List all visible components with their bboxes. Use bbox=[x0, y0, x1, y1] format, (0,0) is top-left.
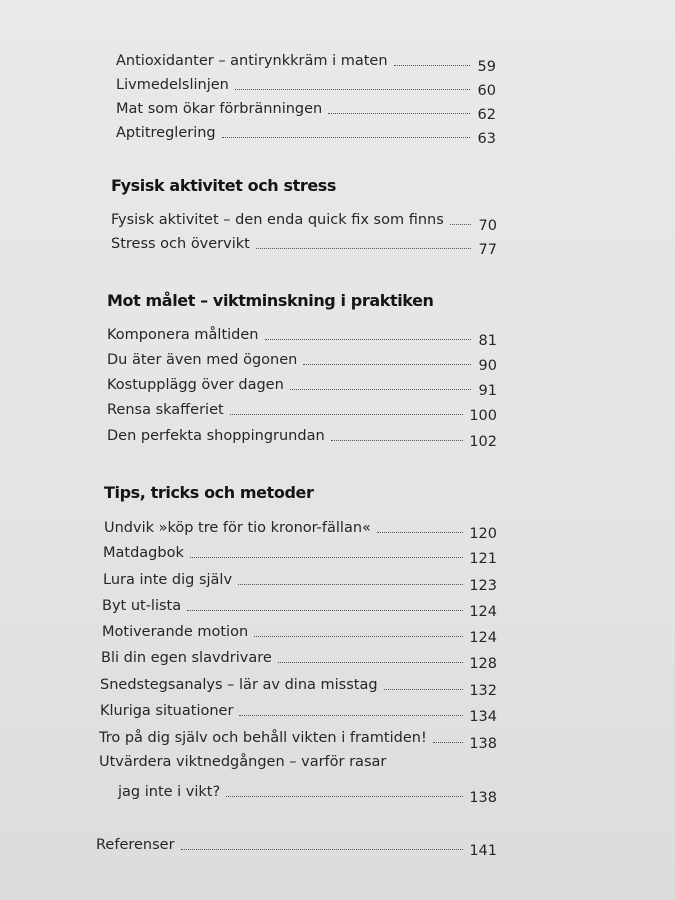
entry-page: 90 bbox=[478, 358, 497, 374]
entry-title: Aptitreglering bbox=[116, 125, 216, 141]
entry-title: Matdagbok bbox=[103, 545, 184, 561]
dot-leader bbox=[181, 849, 464, 850]
entry-title: Motiverande motion bbox=[102, 624, 249, 640]
dot-leader bbox=[278, 662, 464, 663]
toc-entry bbox=[103, 538, 497, 567]
entry-page: 120 bbox=[469, 526, 497, 542]
entry-title: Antioxidanter – antirynkkräm i maten bbox=[116, 53, 388, 69]
toc-entry bbox=[116, 118, 496, 147]
dot-leader bbox=[238, 584, 463, 585]
dot-leader bbox=[394, 65, 470, 66]
toc-entry bbox=[102, 591, 497, 620]
entry-page: 62 bbox=[477, 107, 496, 123]
entry-page: 124 bbox=[469, 630, 497, 646]
entry-page: 121 bbox=[469, 551, 497, 567]
dot-leader bbox=[256, 248, 471, 249]
entry-title: Referenser bbox=[96, 837, 175, 853]
entry-title: Den perfekta shoppingrundan bbox=[107, 428, 325, 444]
toc-entry bbox=[102, 617, 497, 646]
toc-entry bbox=[116, 46, 496, 75]
dot-leader bbox=[190, 557, 463, 558]
toc-entry bbox=[96, 830, 497, 859]
entry-title: Kostupplägg över dagen bbox=[107, 377, 284, 393]
toc-entry bbox=[100, 696, 497, 725]
entry-page: 134 bbox=[469, 709, 497, 725]
entry-title: Snedstegsanalys – lär av dina misstag bbox=[100, 677, 378, 693]
entry-page: 102 bbox=[469, 434, 497, 450]
entry-title: Fysisk aktivitet – den enda quick fix som finns bbox=[111, 212, 444, 228]
entry-page: 60 bbox=[477, 83, 496, 99]
toc-entry bbox=[101, 643, 497, 672]
toc-entry bbox=[111, 205, 497, 234]
toc-entry bbox=[107, 395, 497, 424]
toc-entry bbox=[107, 370, 497, 399]
entry-title: Livmedelslinjen bbox=[116, 77, 229, 93]
entry-page: 141 bbox=[469, 843, 497, 859]
dot-leader bbox=[239, 715, 463, 716]
toc-entry bbox=[107, 345, 497, 374]
toc-entry bbox=[116, 94, 496, 123]
entry-title: Lura inte dig själv bbox=[103, 572, 233, 588]
entry-title: Kluriga situationer bbox=[100, 703, 234, 719]
section-heading: Tips, tricks och metoder bbox=[104, 483, 314, 502]
entry-title: Komponera måltiden bbox=[107, 327, 259, 343]
entry-title: Undvik »köp tre för tio kronor-fällan« bbox=[104, 520, 371, 536]
toc-entry bbox=[103, 565, 497, 594]
dot-leader bbox=[290, 389, 471, 390]
toc-entry bbox=[116, 70, 496, 99]
entry-title: Stress och övervikt bbox=[111, 236, 250, 252]
entry-title: Du äter även med ögonen bbox=[107, 352, 298, 368]
entry-title-continuation: jag inte i vikt? bbox=[118, 784, 221, 800]
entry-page: 123 bbox=[469, 578, 497, 594]
toc-entry bbox=[107, 320, 497, 349]
dot-leader bbox=[226, 796, 463, 797]
entry-page: 100 bbox=[469, 408, 497, 424]
dot-leader bbox=[331, 440, 464, 441]
dot-leader bbox=[235, 89, 470, 90]
toc-entry bbox=[99, 723, 497, 752]
dot-leader bbox=[384, 689, 464, 690]
entry-page: 138 bbox=[469, 736, 497, 752]
dot-leader bbox=[230, 414, 464, 415]
dot-leader bbox=[303, 364, 471, 365]
entry-page: 138 bbox=[469, 790, 497, 806]
dot-leader bbox=[254, 636, 463, 637]
entry-page: 77 bbox=[478, 242, 497, 258]
dot-leader bbox=[222, 137, 470, 138]
section-heading: Fysisk aktivitet och stress bbox=[111, 176, 337, 195]
entry-title: Rensa skafferiet bbox=[107, 402, 224, 418]
entry-page: 91 bbox=[478, 383, 497, 399]
dot-leader bbox=[450, 224, 471, 225]
toc-entry bbox=[104, 513, 497, 542]
toc-entry bbox=[107, 421, 497, 450]
entry-title: Mat som ökar förbränningen bbox=[116, 101, 323, 117]
entry-title: Byt ut-lista bbox=[102, 598, 182, 614]
entry-page: 128 bbox=[469, 656, 497, 672]
entry-title: Bli din egen slavdrivare bbox=[101, 650, 272, 666]
entry-page: 63 bbox=[477, 131, 496, 147]
toc-entry bbox=[118, 777, 497, 806]
entry-title: Tro på dig själv och behåll vikten i framtiden! bbox=[99, 730, 427, 746]
dot-leader bbox=[328, 113, 470, 114]
dot-leader bbox=[433, 742, 464, 743]
entry-page: 124 bbox=[469, 604, 497, 620]
entry-page: 70 bbox=[478, 218, 497, 234]
dot-leader bbox=[265, 339, 472, 340]
entry-title-first-line: Utvärdera viktnedgången – varför rasar bbox=[99, 754, 387, 770]
toc-entry bbox=[100, 670, 497, 699]
entry-page: 59 bbox=[477, 59, 496, 75]
entry-page: 132 bbox=[469, 683, 497, 699]
toc-entry bbox=[111, 229, 497, 258]
section-heading: Mot målet – viktminskning i praktiken bbox=[107, 291, 434, 310]
dot-leader bbox=[377, 532, 463, 533]
entry-page: 81 bbox=[478, 333, 497, 349]
dot-leader bbox=[187, 610, 463, 611]
